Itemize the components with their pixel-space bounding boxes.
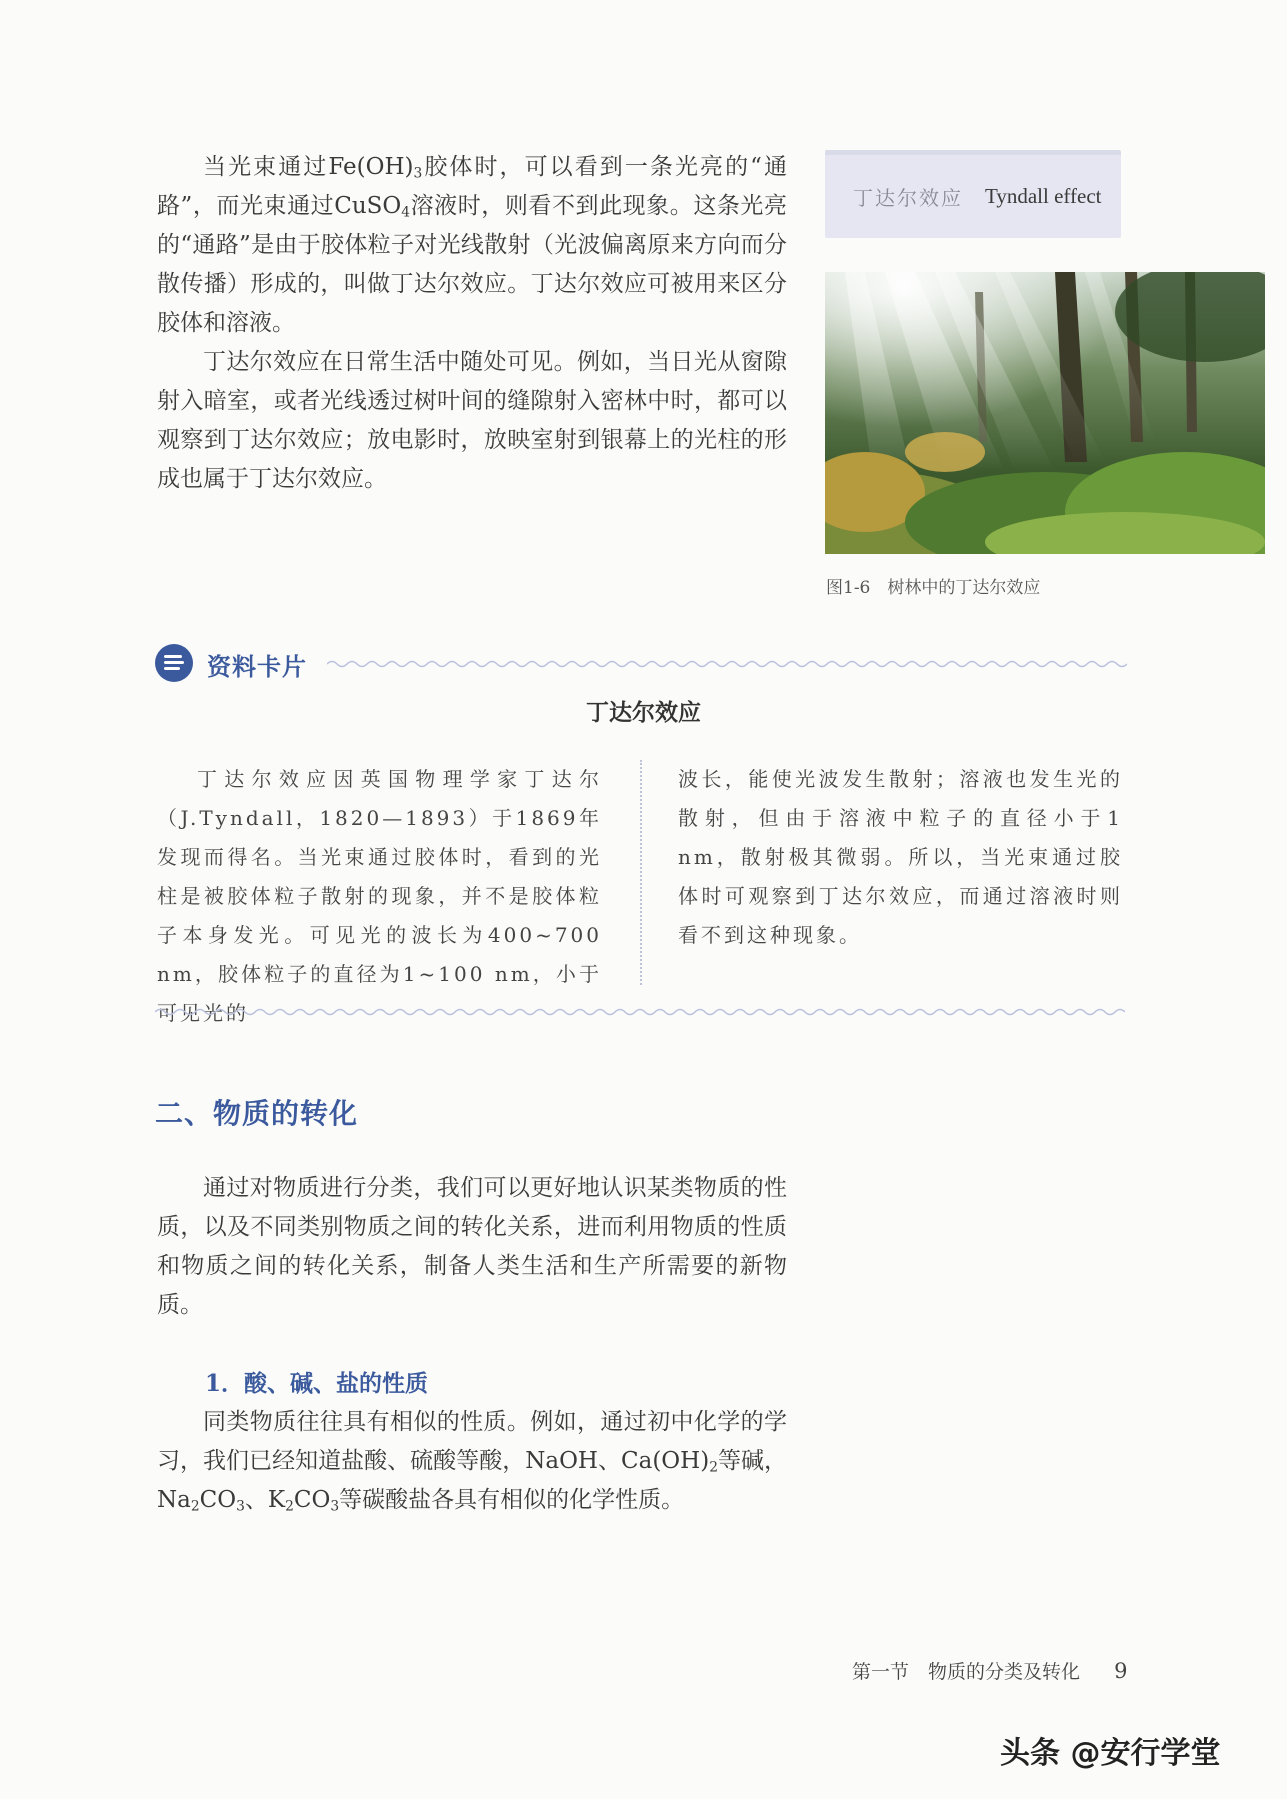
section-text bbox=[157, 1169, 787, 1325]
section-title: 二、物质的转化 bbox=[155, 1097, 359, 1130]
figure-caption: 图1-6 树林中的丁达尔效应 bbox=[826, 578, 1041, 598]
chapter-title: 第一节 物质的分类及转化 bbox=[852, 1661, 1081, 1683]
card-bottom-wave bbox=[155, 1006, 1125, 1018]
info-card-left-column: 丁达尔效应因英国物理学家丁达尔（J.Tyndall，1820—1893）于1869年发现而得名。当光束通过胶体时，看到的光柱是被胶体粒子散射的现象，并不是胶体粒子本身发光。可见光的波长为400~700 nm，胶体粒子的直径为1~100 nm，小于可见光的 bbox=[157, 767, 602, 1025]
subsection-title: 1．酸、碱、盐的性质 bbox=[205, 1370, 429, 1397]
watermark: 头条 @安行学堂 bbox=[1000, 1736, 1221, 1771]
intro-paragraph-2: 丁达尔效应在日常生活中随处可见。例如，当日光从窗隙射入暗室，或者光线透过树叶间的缝隙射入密林中时，都可以观察到丁达尔效应；放电影时，放映室射到银幕上的光柱的形成也属于丁达尔效应。 bbox=[157, 349, 787, 492]
info-card-title: 丁达尔效应 bbox=[586, 700, 701, 726]
info-card-right-column: 波长，能使光波发生散射；溶液也发生光的散射，但由于溶液中粒子的直径小于1 nm，散射极其微弱。所以，当光束通过胶体时可观察到丁达尔效应，而通过溶液时则看不到这种现象。 bbox=[678, 767, 1123, 947]
info-card-label: 资料卡片 bbox=[207, 653, 307, 681]
page-footer bbox=[852, 1657, 1127, 1684]
term-english: Tyndall effect bbox=[985, 184, 1102, 208]
column-divider bbox=[640, 760, 642, 985]
subsection-text bbox=[157, 1403, 787, 1520]
intro-paragraph-1: 当光束通过$Fe(OH)_3$胶体时，可以看到一条光亮的“通路”，而光束通过CuSO$_4$溶液时，则看不到此现象。这条光亮的“通路”是由于胶体粒子对光线散射（光波偏离原来方向而分散传播）形成的，叫做丁达尔效应。丁达尔效应可被用来区分胶体和溶液。 bbox=[157, 154, 788, 336]
term-chinese: 丁达尔效应 bbox=[853, 186, 963, 210]
forest-tyndall-photo bbox=[825, 272, 1265, 554]
section-paragraph: 通过对物质进行分类，我们可以更好地认识某类物质的性质，以及不同类别物质之间的转化关系，进而利用物质的性质和物质之间的转化关系，制备人类生活和生产所需要的新物质。 bbox=[157, 1175, 787, 1318]
wave-divider bbox=[327, 658, 1127, 670]
subsection-paragraph: 同类物质往往具有相似的性质。例如，通过初中化学的学习，我们已经知道盐酸、硫酸等酸，NaOH、$Ca(OH)_2$等碱，$Na_2CO_3$、$K_2CO_3$等碳酸盐各具有相似的化学性质。 bbox=[157, 1409, 788, 1515]
document-icon bbox=[155, 644, 193, 682]
term-box bbox=[825, 150, 1121, 238]
page-number: 9 bbox=[1114, 1659, 1128, 1683]
intro-text bbox=[157, 148, 787, 499]
info-card-header bbox=[155, 644, 1125, 684]
